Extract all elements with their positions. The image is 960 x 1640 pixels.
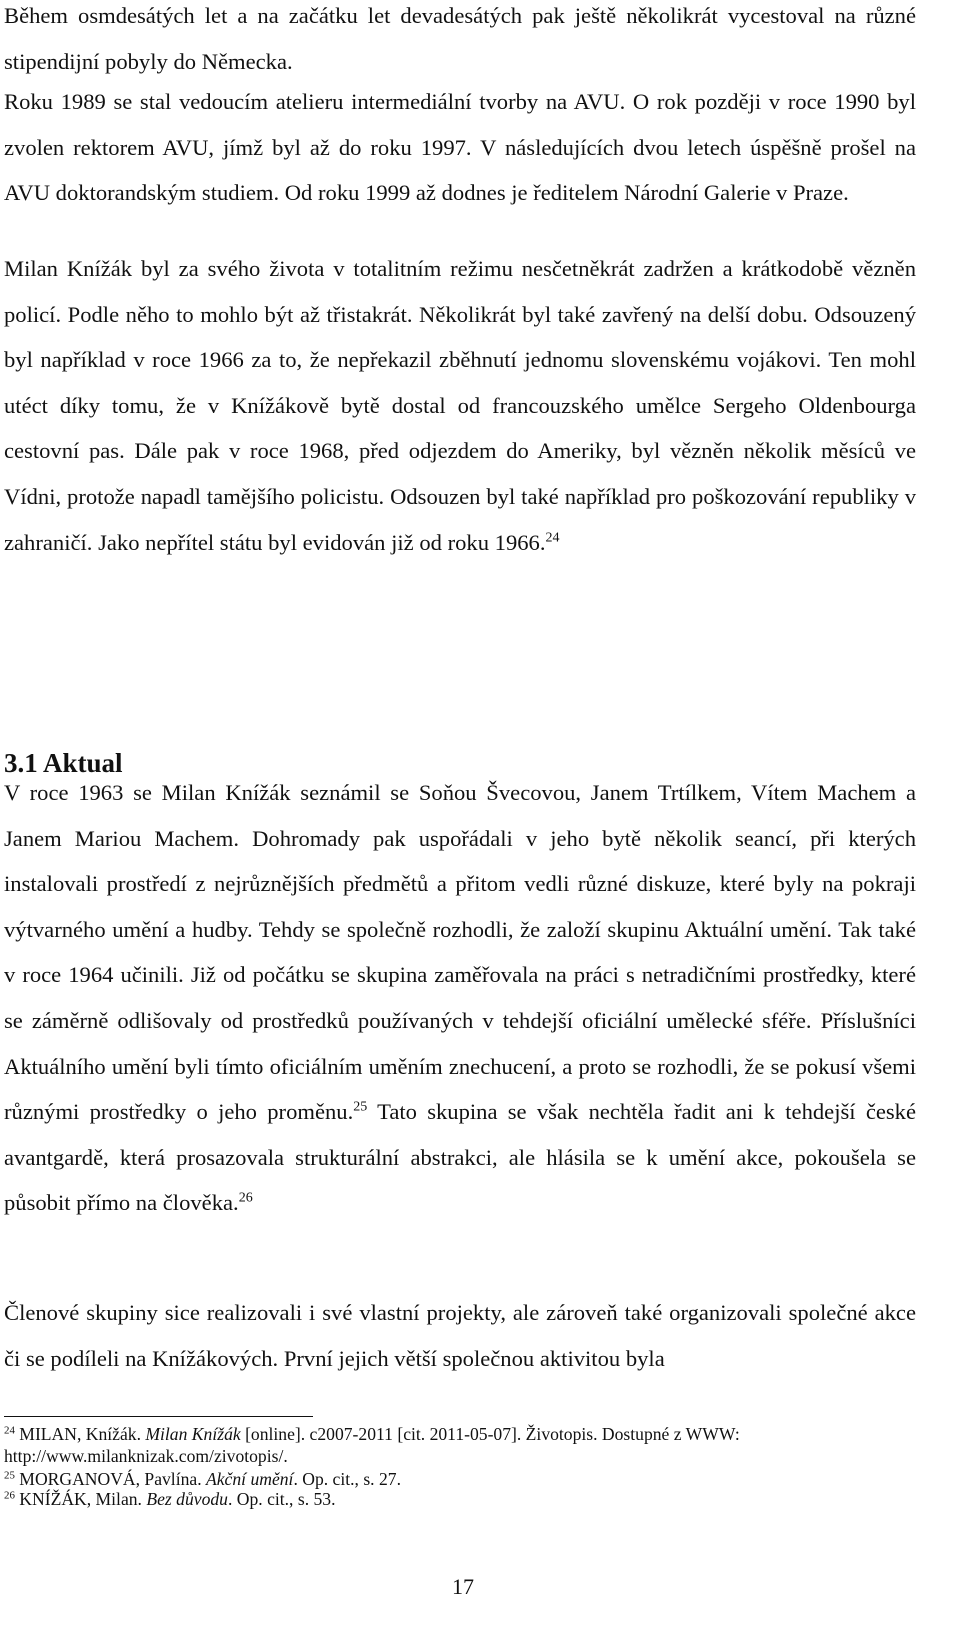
- footnote-ref-25[interactable]: 25: [353, 1099, 368, 1115]
- footnote-24: [4, 1423, 916, 1467]
- footnote-text: [online]. c2007-2011 [cit. 2011-05-07]. Životopis. Dostupné z WWW: http://www.milanknizak.com/zivotopis/.: [4, 1424, 740, 1466]
- footnote-number: 26: [4, 1489, 15, 1502]
- footnote-number: 25: [4, 1469, 15, 1482]
- footnote-text: KNÍŽÁK, Milan.: [14, 1489, 147, 1509]
- paragraph-avu-career: Roku 1989 se stal vedoucím atelieru intermediální tvorby na AVU. O rok později v roce 1990 byl zvolen rektorem AVU, jímž byl až do roku 1997. V následujících dvou letech úspěšně prošel na AVU doktorandským studiem. Od roku 1999 až dodnes je ředitelem Národní Galerie v Praze.: [4, 89, 916, 206]
- footnote-title: Milan Knížák: [145, 1424, 241, 1444]
- page-number: 17: [452, 1574, 474, 1599]
- paragraph-text: V roce 1963 se Milan Knížák seznámil se Soňou Švecovou, Janem Trtílkem, Vítem Machem a Janem Mariou Machem. Dohromady pak uspořádali v jeho bytě několik seancí, při kterých instalovali prostředí z nejrůznějších předmětů a přitom vedli různé diskuze, které byly na pokraji výtvarného umění a hudby. Tehdy se společně rozhodli, že založí skupinu Aktuální umění. Tak také v roce 1964 učinili. Již od počátku se skupina zaměřovala na práci s netradičními prostředky, které se záměrně odlišovaly od prostředků používaných v tehdejší oficiální umělecké sféře. Příslušníci Aktuálního umění byli tímto oficiálním uměním znechucení, a proto se rozhodli, že se pokusí všemi různými prostředky o jeho proměnu.: [4, 780, 916, 1125]
- footnote-ref-24[interactable]: 24: [545, 529, 560, 545]
- footnote-title: Bez důvodu: [146, 1489, 228, 1509]
- paragraph-text: Tato skupina se však nechtěla řadit ani k tehdejší české avantgardě, která prosazovala strukturální abstrakci, ale hlásila se k umění akce, pokoušela se působit přímo na člověka.: [4, 1099, 916, 1216]
- paragraph-aktual: [4, 770, 916, 1226]
- footnote-25: [4, 1468, 916, 1490]
- footnote-ref-26[interactable]: 26: [238, 1190, 253, 1206]
- section-heading: 3.1 Aktual: [4, 748, 123, 778]
- footnote-text: MILAN, Knížák.: [14, 1424, 146, 1444]
- footnote-26: [4, 1488, 916, 1510]
- footnote-number: 24: [4, 1424, 15, 1437]
- footnote-text: . Op. cit., s. 27.: [293, 1469, 401, 1489]
- paragraph-members: Členové skupiny sice realizovali i své vlastní projekty, ale zároveň také organizovali společné akce či se podíleli na Knížákových. První jejich větší společnou aktivitou byla: [4, 1300, 916, 1371]
- footnote-text: MORGANOVÁ, Pavlína.: [14, 1469, 206, 1489]
- footnote-separator: [4, 1416, 313, 1417]
- footnote-text: . Op. cit., s. 53.: [227, 1489, 336, 1509]
- paragraph-text: Milan Knížák byl za svého života v totalitním režimu nesčetněkrát zadržen a krátkodobě vězněn policí. Podle něho to mohlo být až třistakrát. Několikrát byl také zavřený na delší dobu. Odsouzený byl například v roce 1966 za to, že nepřekazil zběhnutí jednomu slovenskému vojákovi. Ten mohl utéct díky tomu, že v Knížákově bytě dostal od francouzského umělce Sergeho Oldenbourga cestovní pas. Dále pak v roce 1968, před odjezdem do Ameriky, byl vězněn několik měsíců ve Vídni, protože napadl tamějšího policistu. Odsouzen byl také například pro poškozování republiky v zahraničí. Jako nepřítel státu byl evidován již od roku 1966.: [4, 256, 916, 555]
- paragraph-police-detentions: [4, 246, 916, 565]
- paragraph-travels: Během osmdesátých let a na začátku let devadesátých pak ještě několikrát vycestoval na různé stipendijní pobyly do Německa.: [4, 3, 916, 74]
- footnote-title: Akční umění: [206, 1469, 294, 1489]
